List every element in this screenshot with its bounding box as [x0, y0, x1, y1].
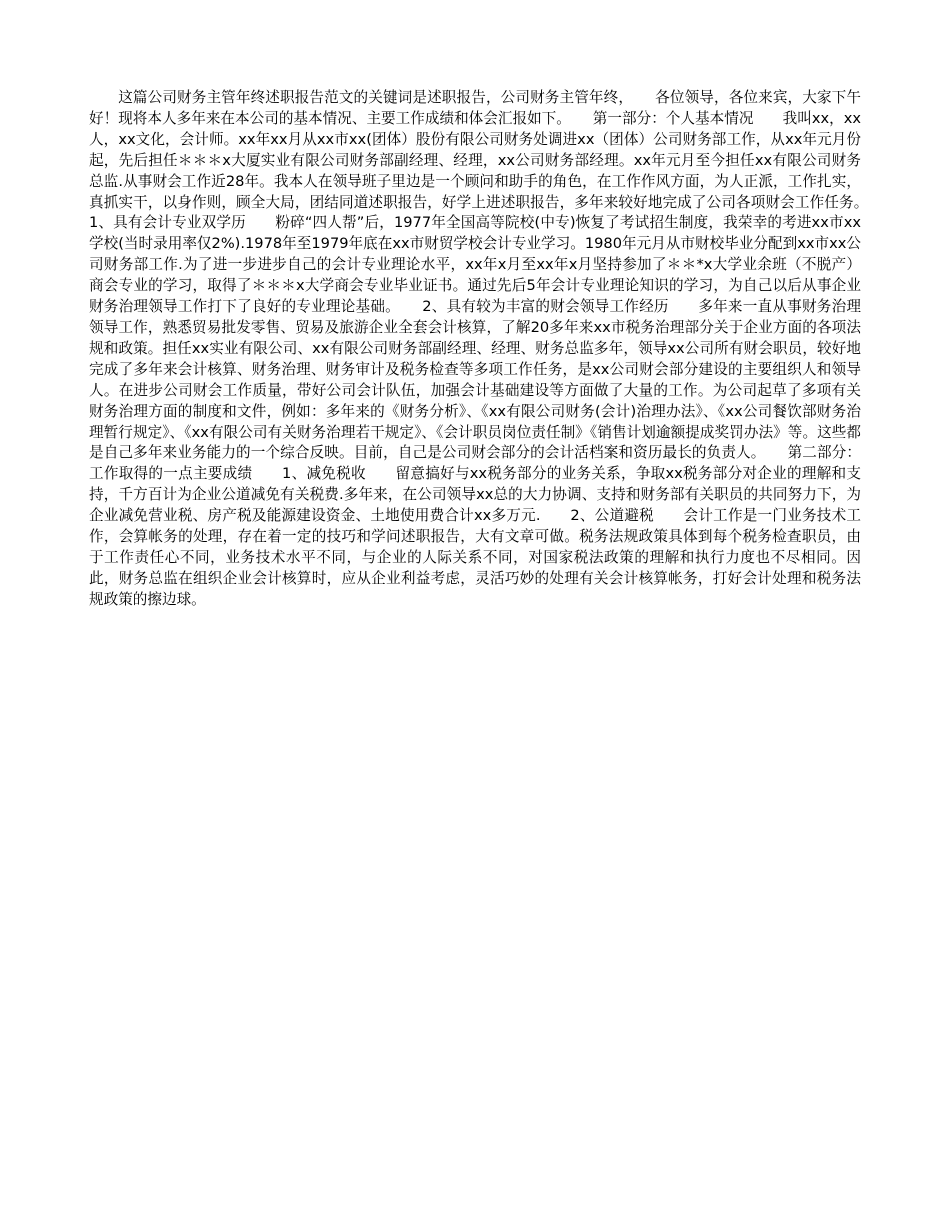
report-body-text: 这篇公司财务主管年终述职报告范文的关键词是述职报告，公司财务主管年终， 各位领导，各位来宾，大家下午好！现将本人多年来在本公司的基本情况、主要工作成绩和体会汇报如下。 第一部分：个人基本情况 我叫xx，xx人，xx文化，会计师。xx年xx月从xx市xx(团体）股份有限公司财务处调进xx（团体）公司财务部工作，从xx年元月份起，先后担任＊＊＊x大厦实业有限公司财务部副经理、经理，xx公司财务部经理。xx年元月至今担任xx有限公司财务总监.从事财会工作近28年。我本人在领导班子里边是一个顾问和助手的角色，在工作作风方面，为人正派，工作扎实，真抓实干，以身作则，顾全大局，团结同道述职报告，好学上进述职报告，多年来较好地完成了公司各项财会工作任务。 1、具有会计专业双学历 粉碎“四人帮”后，1977年全国高等院校(中专)恢复了考试招生制度，我荣幸的考进xx市xx学校(当时录用率仅2%).1978年至1979年底在xx市财贸学校会计专业学习。1980年元月从市财校毕业分配到xx市xx公司财务部工作.为了进一步进步自己的会计专业理论水平，xx年x月至xx年x月坚持参加了＊＊*x大学业余班（不脱产）商会专业的学习，取得了＊＊＊x大学商会专业毕业证书。通过先后5年会计专业理论知识的学习，为自己以后从事企业财务治理领导工作打下了良好的专业理论基础。 2、具有较为丰富的财会领导工作经历 多年来一直从事财务治理领导工作，熟悉贸易批发零售、贸易及旅游企业全套会计核算，了解20多年来xx市税务治理部分关于企业方面的各项法规和政策。担任xx实业有限公司、xx有限公司财务部副经理、经理、财务总监多年，领导xx公司所有财会职员，较好地完成了多年来会计核算、财务治理、财务审计及税务检查等多项工作任务，是xx公司财会部分建设的主要组织人和领导人。在进步公司财会工作质量，带好公司会计队伍，加强会计基础建设等方面做了大量的工作。为公司起草了多项有关财务治理方面的制度和文件，例如：多年来的《财务分析》、《xx有限公司财务(会计)治理办法》、《xx公司餐饮部财务治理暂行规定》、《xx有限公司有关财务治理若干规定》、《会计职员岗位责任制》《销售计划逾额提成奖罚办法》等。这些都是自己多年来业务能力的一个综合反映。目前，自己是公司财会部分的会计活档案和资历最长的负责人。 第二部分：工作取得的一点主要成绩 1、减免税收 留意搞好与xx税务部分的业务关系，争取xx税务部分对企业的理解和支持，千方百计为企业公道减免有关税费.多年来，在公司领导xx总的大力协调、支持和财务部有关职员的共同努力下，为企业减免营业税、房产税及能源建设资金、土地使用费合计xx多万元. 2、公道避税 会计工作是一门业务技术工作，会算帐务的处理，存在着一定的技巧和学问述职报告，大有文章可做。税务法规政策具体到每个税务检查职员，由于工作责任心不同，业务技术水平不同，与企业的人际关系不同，对国家税法政策的理解和执行力度也不尽相同。因此，财务总监在组织企业会计核算时，应从企业利益考虑，灵活巧妙的处理有关会计核算帐务，打好会计处理和税务法规政策的擦边球。 [89, 89, 891, 608]
